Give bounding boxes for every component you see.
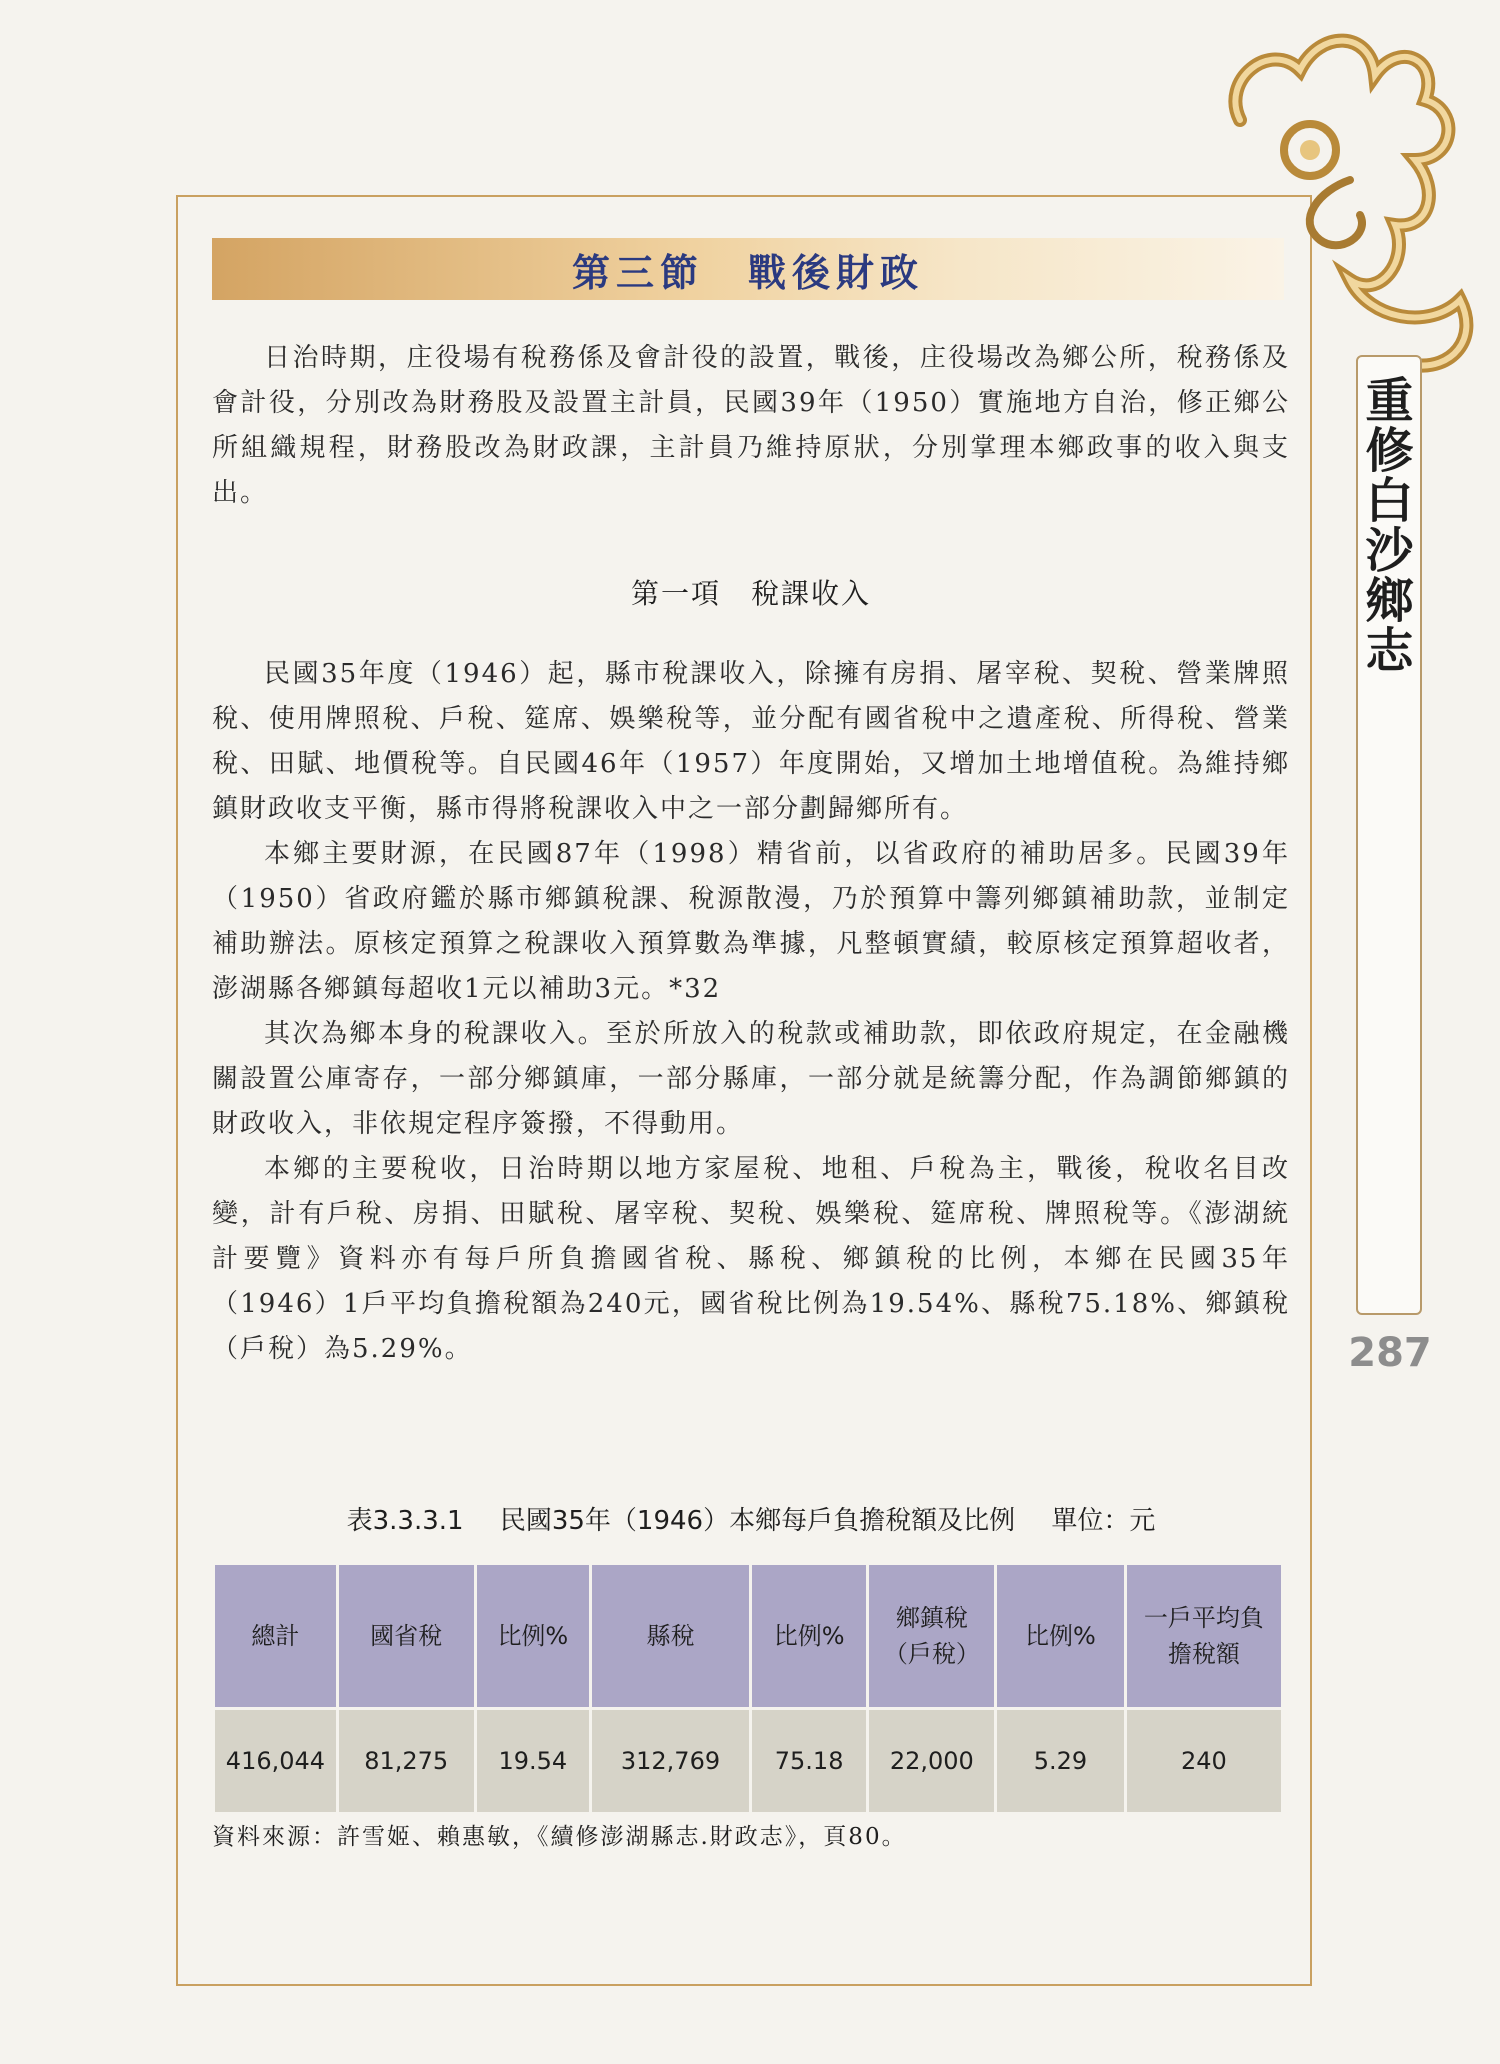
header-percent: 比例% xyxy=(475,1564,591,1709)
table-caption xyxy=(212,1500,1290,1537)
table-row xyxy=(214,1709,1283,1814)
paragraph: 本鄉的主要稅收，日治時期以地方家屋稅、地租、戶稅為主，戰後，稅收名目改變，計有戶稅、房捐、田賦稅、屠宰稅、契稅、娛樂稅、筵席稅、牌照稅等。《澎湖統計要覽》資料亦有每戶所負擔國省稅、縣稅、鄉鎮稅的比例，本鄉在民國35年（1946）1戶平均負擔稅額為240元，國省稅比例為19.54%、縣稅75.18%、鄉鎮稅（戶稅）為5.29%。 xyxy=(212,1154,1290,1364)
header-total: 總計 xyxy=(214,1564,338,1709)
header-percent: 比例% xyxy=(996,1564,1126,1709)
paragraph: 民國35年度（1946）起，縣市稅課收入，除擁有房捐、屠宰稅、契稅、營業牌照稅、使用牌照稅、戶稅、筵席、娛樂稅等，並分配有國省稅中之遺產稅、所得稅、營業稅、田賦、地價稅等。自民國46年（1957）年度開始，又增加土地增值稅。為維持鄉鎮財政收支平衡，縣市得將稅課收入中之一部分劃歸鄉所有。 xyxy=(212,659,1290,824)
cell-total: 416,044 xyxy=(214,1709,338,1814)
main-text xyxy=(212,652,1290,1372)
paragraph: 本鄉主要財源，在民國87年（1998）精省前，以省政府的補助居多。民國39年（1950）省政府鑑於縣市鄉鎮稅課、稅源散漫，乃於預算中籌列鄉鎮補助款，並制定補助辦法。原核定預算之稅課收入預算數為準據，凡整頓實績，較原核定預算超收者，澎湖縣各鄉鎮每超收1元以補助3元。*32 xyxy=(212,839,1290,1004)
intro-text xyxy=(212,336,1290,516)
header-national-provincial-tax: 國省稅 xyxy=(337,1564,475,1709)
tax-table xyxy=(212,1562,1284,1815)
header-avg-household-tax: 一戶平均負擔稅額 xyxy=(1125,1564,1282,1709)
subsection-title: 第一項 稅課收入 xyxy=(630,577,871,610)
cell-township-tax: 22,000 xyxy=(868,1709,996,1814)
source-note: 資料來源：許雪姬、賴惠敏，《續修澎湖縣志.財政志》，頁80。 xyxy=(212,1824,907,1850)
intro-paragraph: 日治時期，庄役場有稅務係及會計役的設置，戰後，庄役場改為鄉公所，稅務係及會計役，分別改為財務股及設置主計員，民國39年（1950）實施地方自治，修正鄉公所組織規程，財務股改為財政課，主計員乃維持原狀，分別掌理本鄉政事的收入與支出。 xyxy=(212,343,1290,508)
header-percent: 比例% xyxy=(750,1564,868,1709)
cell-percent: 5.29 xyxy=(996,1709,1126,1814)
cell-percent: 19.54 xyxy=(475,1709,591,1814)
table-title: 民國35年（1946）本鄉每戶負擔稅額及比例 xyxy=(499,1506,1016,1536)
cell-avg-household-tax: 240 xyxy=(1125,1709,1282,1814)
paragraph: 其次為鄉本身的稅課收入。至於所放入的稅款或補助款，即依政府規定，在金融機關設置公庫寄存，一部分鄉鎮庫，一部分縣庫，一部分就是統籌分配，作為調節鄉鎮的財政收入，非依規定程序簽撥，不得動用。 xyxy=(212,1019,1290,1139)
cell-county-tax: 312,769 xyxy=(591,1709,751,1814)
page-number: 287 xyxy=(1348,1330,1432,1376)
cloud-ornament-icon xyxy=(1200,0,1500,380)
section-title: 第三節 戰後財政 xyxy=(571,249,924,295)
table-unit: 單位：元 xyxy=(1051,1506,1156,1536)
section-banner xyxy=(212,238,1284,300)
table-header-row xyxy=(214,1564,1283,1709)
header-township-tax: 鄉鎮稅（戶稅） xyxy=(868,1564,996,1709)
cell-national-provincial-tax: 81,275 xyxy=(337,1709,475,1814)
book-title: 重修白沙鄉志 xyxy=(1357,375,1413,675)
book-title-sidebar xyxy=(1356,355,1422,1315)
table-number: 表3.3.3.1 xyxy=(346,1506,464,1536)
cell-percent: 75.18 xyxy=(750,1709,868,1814)
header-county-tax: 縣稅 xyxy=(591,1564,751,1709)
